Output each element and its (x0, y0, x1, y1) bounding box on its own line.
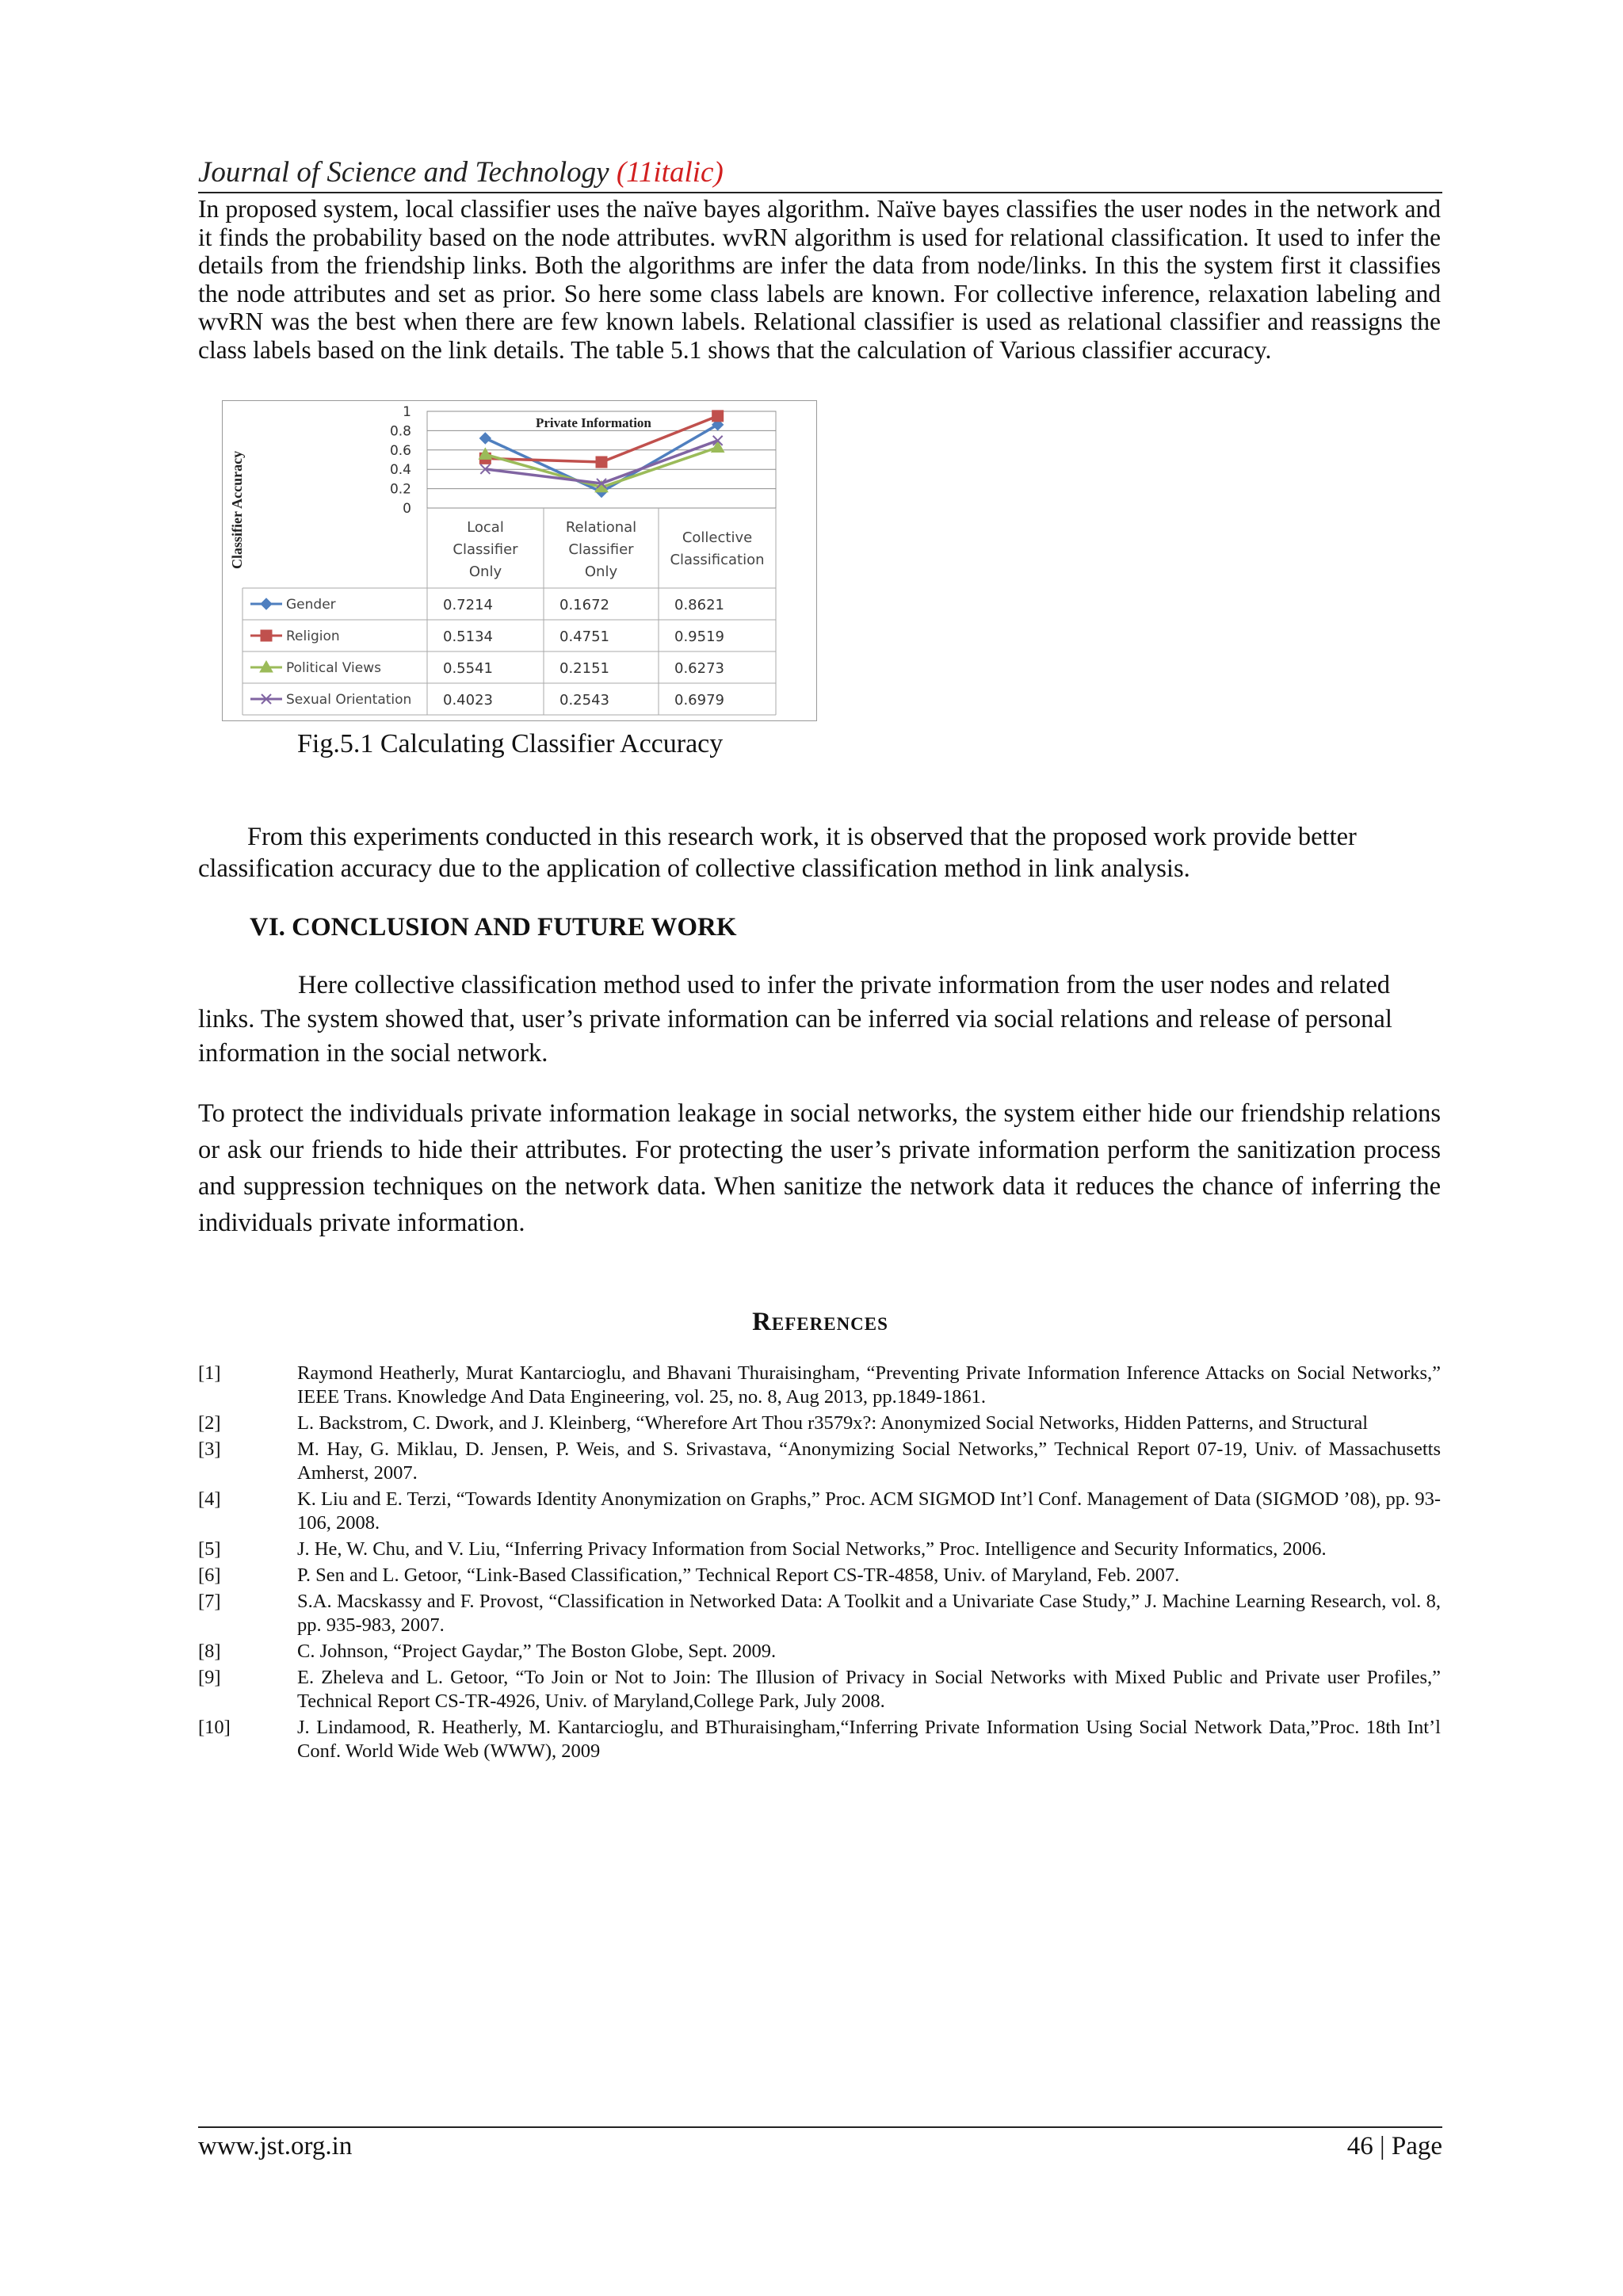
reference-text: L. Backstrom, C. Dwork, and J. Kleinberg, “Wherefore Art Thou r3579x?: Anonymized Social Networks, Hidden Patterns, and Structural (297, 1412, 1369, 1434)
y-axis-label: Classifier Accuracy (229, 450, 245, 569)
experiment-paragraph (198, 821, 1441, 884)
y-tick-label: 0.8 (389, 423, 411, 440)
data-table-value: 0.5134 (443, 628, 493, 645)
reference-number: [8] (198, 1641, 221, 1662)
x-category-label: Relational (565, 519, 637, 536)
x-category-label: Collective (682, 529, 753, 546)
figure-caption: Fig.5.1 Calculating Classifier Accuracy (297, 729, 724, 758)
x-category-label: Classifier (453, 541, 518, 558)
y-tick-label: 0.6 (389, 442, 411, 459)
reference-number: [2] (198, 1412, 221, 1434)
data-table-value: 0.7214 (443, 597, 493, 613)
reference-item (198, 1362, 1441, 1409)
data-table-value: 0.4751 (559, 628, 609, 645)
reference-item (198, 1590, 1441, 1637)
reference-number: [7] (198, 1591, 221, 1612)
chart-svg (223, 401, 816, 720)
x-category-label: Local (467, 519, 504, 536)
data-table-value: 0.4023 (443, 692, 493, 709)
y-tick-label: 0.4 (389, 462, 411, 479)
reference-item (198, 1716, 1441, 1763)
reference-number: [1] (198, 1362, 221, 1384)
references-list (198, 1362, 1441, 1766)
section-heading: VI. CONCLUSION AND FUTURE WORK (250, 913, 737, 942)
conclusion-paragraph (198, 968, 1441, 1071)
data-table-value: 0.6273 (674, 660, 724, 677)
reference-number: [4] (198, 1488, 221, 1510)
reference-text: E. Zheleva and L. Getoor, “To Join or Not to Join: The Illusion of Privacy in Social Networks with Mixed Public and Private user Profiles,” Technical Report CS-TR-4926, Univ. of Maryland,College Park, July 2008. (297, 1667, 1441, 1712)
y-tick-label: 0 (403, 501, 411, 517)
legend-label: Gender (286, 597, 336, 613)
reference-item (198, 1538, 1441, 1561)
legend-marker (261, 630, 272, 641)
reference-item (198, 1488, 1441, 1535)
x-category-label: Only (468, 563, 502, 580)
running-header (198, 155, 1442, 193)
data-table-value: 0.6979 (674, 692, 724, 709)
reference-text: C. Johnson, “Project Gaydar,” The Boston Globe, Sept. 2009. (297, 1641, 777, 1662)
data-table-value: 0.1672 (559, 597, 609, 613)
reference-text: J. Lindamood, R. Heatherly, M. Kantarcioglu, and BThuraisingham,“Inferring Private Information Using Social Network Data,”Proc. 18th Int’l Conf. World Wide Web (WWW), 2009 (297, 1717, 1441, 1762)
reference-text: P. Sen and L. Getoor, “Link-Based Classification,” Technical Report CS-TR-4858, Univ. of Maryland, Feb. 2007. (297, 1564, 1180, 1586)
reference-text: S.A. Macskassy and F. Provost, “Classification in Networked Data: A Toolkit and a Univariate Case Study,” J. Machine Learning Research, vol. 8, pp. 935-983, 2007. (297, 1591, 1441, 1636)
y-tick-label: 1 (403, 404, 411, 420)
data-table-value: 0.8621 (674, 597, 724, 613)
footer-page-number: 46 | Page (1346, 2132, 1442, 2160)
x-category-label: Only (584, 563, 618, 580)
footer-url: www.jst.org.in (198, 2132, 353, 2160)
journal-title-note: (11italic) (616, 156, 724, 189)
legend-label: Religion (286, 628, 340, 644)
reference-item (198, 1564, 1441, 1587)
reference-item (198, 1438, 1441, 1485)
footer-rule (198, 2126, 1442, 2128)
references-heading: References (752, 1308, 888, 1336)
data-table-value: 0.2151 (559, 660, 609, 677)
reference-text: K. Liu and E. Terzi, “Towards Identity Anonymization on Graphs,” Proc. ACM SIGMOD Int’l Conf. Management of Data (SIGMOD ’08), pp. 93-106, 2008. (297, 1488, 1441, 1534)
journal-title: Journal of Science and Technology (198, 156, 617, 189)
legend-label: Sexual Orientation (286, 692, 412, 708)
data-table-value: 0.2543 (559, 692, 609, 709)
reference-item (198, 1412, 1441, 1435)
reference-number: [10] (198, 1717, 231, 1738)
x-category-label: Classifier (568, 541, 634, 558)
reference-number: [3] (198, 1438, 221, 1460)
conclusion-text: Here collective classification method used to infer the private information from the user nodes and related links. The system showed that, user’s private information can be inferred via social relations and release of personal information in the social network. (198, 971, 1392, 1068)
data-table-value: 0.5541 (443, 660, 493, 677)
data-table-value: 0.9519 (674, 628, 724, 645)
data-point (596, 457, 607, 468)
reference-text: M. Hay, G. Miklau, D. Jensen, P. Weis, and S. Srivastava, “Anonymizing Social Networks,” Technical Report 07-19, Univ. of Massachusetts Amherst, 2007. (297, 1438, 1441, 1484)
y-tick-label: 0.2 (389, 481, 411, 498)
future-work-paragraph: To protect the individuals private information leakage in social networks, the system either hide our friendship relations or ask our friends to hide their attributes. For protecting the user’s private information perform the sanitization process and suppression techniques on the network data. When sanitize the network data it reduces the chance of inferring the individuals private information. (198, 1099, 1441, 1237)
reference-text: J. He, W. Chu, and V. Liu, “Inferring Privacy Information from Social Networks,” Proc. Intelligence and Security Informatics, 2006. (297, 1538, 1327, 1560)
chart-title: Private Information (536, 415, 651, 430)
intro-paragraph: In proposed system, local classifier uses the naïve bayes algorithm. Naïve bayes classifies the user nodes in the network and it finds the probability based on the node attributes. wvRN algorithm is used for relational classification. It used to infer the details from the friendship links. Both the algorithms are infer the data from node/links. In this the system first it classifies the node attributes and set as prior. So here some class labels are known. For collective inference, relaxation labeling and wvRN was the best when there are few known labels. Relational classifier is used as relational classifier and reassigns the class labels based on the link details. The table 5.1 shows that the calculation of Various classifier accuracy. (198, 195, 1441, 364)
reference-number: [6] (198, 1564, 221, 1586)
reference-number: [5] (198, 1538, 221, 1560)
reference-text: Raymond Heatherly, Murat Kantarcioglu, and Bhavani Thuraisingham, “Preventing Private Information Inference Attacks on Social Networks,” IEEE Trans. Knowledge And Data Engineering, vol. 25, no. 8, Aug 2013, pp.1849-1861. (297, 1362, 1441, 1408)
reference-item (198, 1640, 1441, 1664)
experiment-text: From this experiments conducted in this research work, it is observed that the proposed work provide better classification accuracy due to the application of collective classification method in link analysis. (198, 823, 1357, 883)
legend-marker (261, 598, 272, 609)
x-category-label: Classification (670, 552, 765, 568)
reference-number: [9] (198, 1667, 221, 1688)
reference-item (198, 1666, 1441, 1713)
legend-label: Political Views (286, 660, 381, 676)
classifier-accuracy-chart (222, 400, 817, 721)
data-point (712, 411, 724, 422)
